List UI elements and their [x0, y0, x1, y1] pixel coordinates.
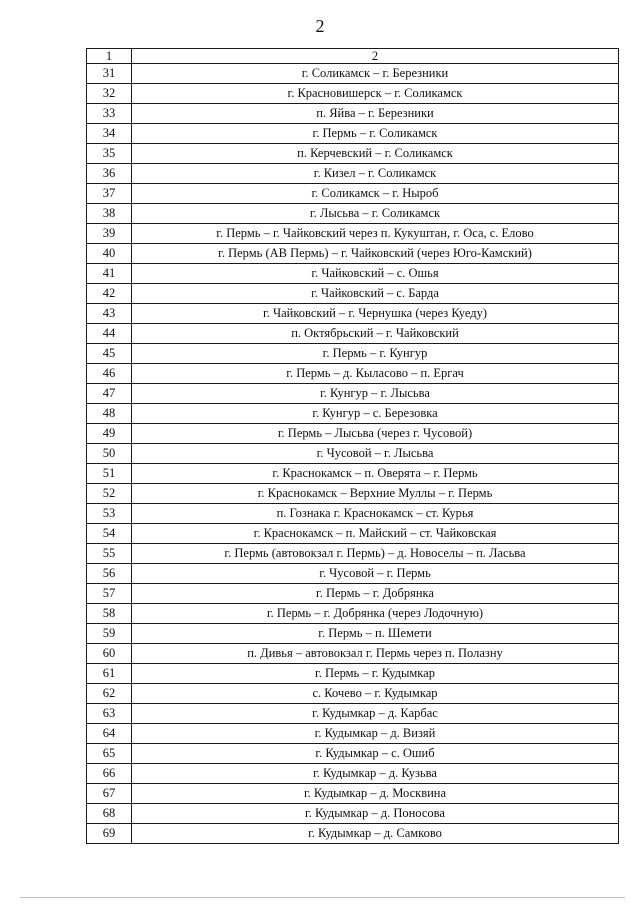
row-number-cell: 66: [87, 764, 132, 784]
row-number-cell: 61: [87, 664, 132, 684]
table-row: [87, 364, 619, 384]
row-number-cell: 42: [87, 284, 132, 304]
route-name-cell: п. Дивья – автовокзал г. Пермь через п. Полазну: [132, 644, 619, 664]
route-name-cell: г. Кудымкар – д. Самково: [132, 824, 619, 844]
row-number-cell: 40: [87, 244, 132, 264]
row-number-cell: 51: [87, 464, 132, 484]
route-name-cell: п. Гознака г. Краснокамск – ст. Курья: [132, 504, 619, 524]
row-number-cell: 65: [87, 744, 132, 764]
header-cell-route: 2: [132, 49, 619, 64]
row-number-cell: 50: [87, 444, 132, 464]
route-name-cell: г. Пермь – г. Соликамск: [132, 124, 619, 144]
route-name-cell: г. Чайковский – г. Чернушка (через Куеду): [132, 304, 619, 324]
row-number-cell: 43: [87, 304, 132, 324]
row-number-cell: 55: [87, 544, 132, 564]
table-row: [87, 624, 619, 644]
table-row: [87, 824, 619, 844]
row-number-cell: 38: [87, 204, 132, 224]
page-number: 2: [315, 16, 325, 36]
route-name-cell: п. Октябрьский – г. Чайковский: [132, 324, 619, 344]
table-row: [87, 744, 619, 764]
table-row: [87, 544, 619, 564]
table-row: [87, 704, 619, 724]
table-row: [87, 564, 619, 584]
table-row: [87, 104, 619, 124]
row-number-cell: 49: [87, 424, 132, 444]
row-number-cell: 33: [87, 104, 132, 124]
table-row: [87, 224, 619, 244]
route-name-cell: г. Краснокамск – п. Оверята – г. Пермь: [132, 464, 619, 484]
row-number-cell: 52: [87, 484, 132, 504]
route-name-cell: г. Кизел – г. Соликамск: [132, 164, 619, 184]
row-number-cell: 58: [87, 604, 132, 624]
table-row: [87, 424, 619, 444]
route-name-cell: г. Красновишерск – г. Соликамск: [132, 84, 619, 104]
table-row: [87, 484, 619, 504]
row-number-cell: 48: [87, 404, 132, 424]
table-row: [87, 584, 619, 604]
row-number-cell: 62: [87, 684, 132, 704]
route-name-cell: г. Кудымкар – д. Москвина: [132, 784, 619, 804]
route-name-cell: г. Пермь – г. Добрянка: [132, 584, 619, 604]
header-cell-number: 1: [87, 49, 132, 64]
table-header-row: [87, 49, 619, 64]
route-name-cell: г. Чайковский – с. Ошья: [132, 264, 619, 284]
row-number-cell: 46: [87, 364, 132, 384]
route-name-cell: г. Чусовой – г. Пермь: [132, 564, 619, 584]
row-number-cell: 68: [87, 804, 132, 824]
route-name-cell: г. Краснокамск – п. Майский – ст. Чайковская: [132, 524, 619, 544]
table-row: [87, 684, 619, 704]
table-row: [87, 164, 619, 184]
table-row: [87, 384, 619, 404]
row-number-cell: 41: [87, 264, 132, 284]
route-name-cell: с. Кочево – г. Кудымкар: [132, 684, 619, 704]
row-number-cell: 57: [87, 584, 132, 604]
row-number-cell: 69: [87, 824, 132, 844]
row-number-cell: 67: [87, 784, 132, 804]
row-number-cell: 37: [87, 184, 132, 204]
row-number-cell: 47: [87, 384, 132, 404]
table-row: [87, 184, 619, 204]
route-name-cell: г. Чусовой – г. Лысьва: [132, 444, 619, 464]
row-number-cell: 45: [87, 344, 132, 364]
row-number-cell: 60: [87, 644, 132, 664]
table-row: [87, 284, 619, 304]
row-number-cell: 63: [87, 704, 132, 724]
table-row: [87, 244, 619, 264]
row-number-cell: 36: [87, 164, 132, 184]
table-row: [87, 204, 619, 224]
table-row: [87, 604, 619, 624]
route-name-cell: г. Лысьва – г. Соликамск: [132, 204, 619, 224]
row-number-cell: 64: [87, 724, 132, 744]
table-row: [87, 524, 619, 544]
row-number-cell: 39: [87, 224, 132, 244]
table-row: [87, 304, 619, 324]
table-row: [87, 84, 619, 104]
route-name-cell: г. Пермь (автовокзал г. Пермь) – д. Новоселы – п. Ласьва: [132, 544, 619, 564]
route-name-cell: г. Кунгур – г. Лысьва: [132, 384, 619, 404]
route-name-cell: г. Кунгур – с. Березовка: [132, 404, 619, 424]
routes-table: [86, 48, 619, 844]
route-name-cell: г. Соликамск – г. Ныроб: [132, 184, 619, 204]
table-row: [87, 644, 619, 664]
table-row: [87, 144, 619, 164]
table-row: [87, 504, 619, 524]
table-row: [87, 124, 619, 144]
route-name-cell: г. Пермь – г. Кудымкар: [132, 664, 619, 684]
route-name-cell: г. Пермь – п. Шемети: [132, 624, 619, 644]
table-row: [87, 724, 619, 744]
table-row: [87, 404, 619, 424]
route-name-cell: г. Пермь (АВ Пермь) – г. Чайковский (через Юго-Камский): [132, 244, 619, 264]
row-number-cell: 56: [87, 564, 132, 584]
route-name-cell: г. Пермь – Лысьва (через г. Чусовой): [132, 424, 619, 444]
table-row: [87, 444, 619, 464]
bottom-rule: [20, 897, 625, 898]
route-name-cell: г. Краснокамск – Верхние Муллы – г. Пермь: [132, 484, 619, 504]
route-name-cell: г. Чайковский – с. Барда: [132, 284, 619, 304]
row-number-cell: 53: [87, 504, 132, 524]
route-name-cell: г. Пермь – г. Чайковский через п. Кукуштан, г. Оса, с. Елово: [132, 224, 619, 244]
route-name-cell: г. Кудымкар – д. Кузьва: [132, 764, 619, 784]
route-name-cell: г. Кудымкар – д. Поносова: [132, 804, 619, 824]
row-number-cell: 35: [87, 144, 132, 164]
table-row: [87, 804, 619, 824]
row-number-cell: 32: [87, 84, 132, 104]
table-row: [87, 784, 619, 804]
row-number-cell: 44: [87, 324, 132, 344]
table-row: [87, 464, 619, 484]
route-name-cell: г. Пермь – г. Добрянка (через Лодочную): [132, 604, 619, 624]
route-name-cell: г. Кудымкар – д. Визяй: [132, 724, 619, 744]
route-name-cell: п. Керчевский – г. Соликамск: [132, 144, 619, 164]
row-number-cell: 59: [87, 624, 132, 644]
row-number-cell: 31: [87, 64, 132, 84]
route-name-cell: г. Соликамск – г. Березники: [132, 64, 619, 84]
route-name-cell: п. Яйва – г. Березники: [132, 104, 619, 124]
route-name-cell: г. Кудымкар – с. Ошиб: [132, 744, 619, 764]
route-name-cell: г. Пермь – г. Кунгур: [132, 344, 619, 364]
table-row: [87, 264, 619, 284]
row-number-cell: 34: [87, 124, 132, 144]
table-row: [87, 764, 619, 784]
route-name-cell: г. Пермь – д. Кыласово – п. Ергач: [132, 364, 619, 384]
table-row: [87, 664, 619, 684]
row-number-cell: 54: [87, 524, 132, 544]
table-row: [87, 344, 619, 364]
table-row: [87, 324, 619, 344]
route-name-cell: г. Кудымкар – д. Карбас: [132, 704, 619, 724]
table-row: [87, 64, 619, 84]
